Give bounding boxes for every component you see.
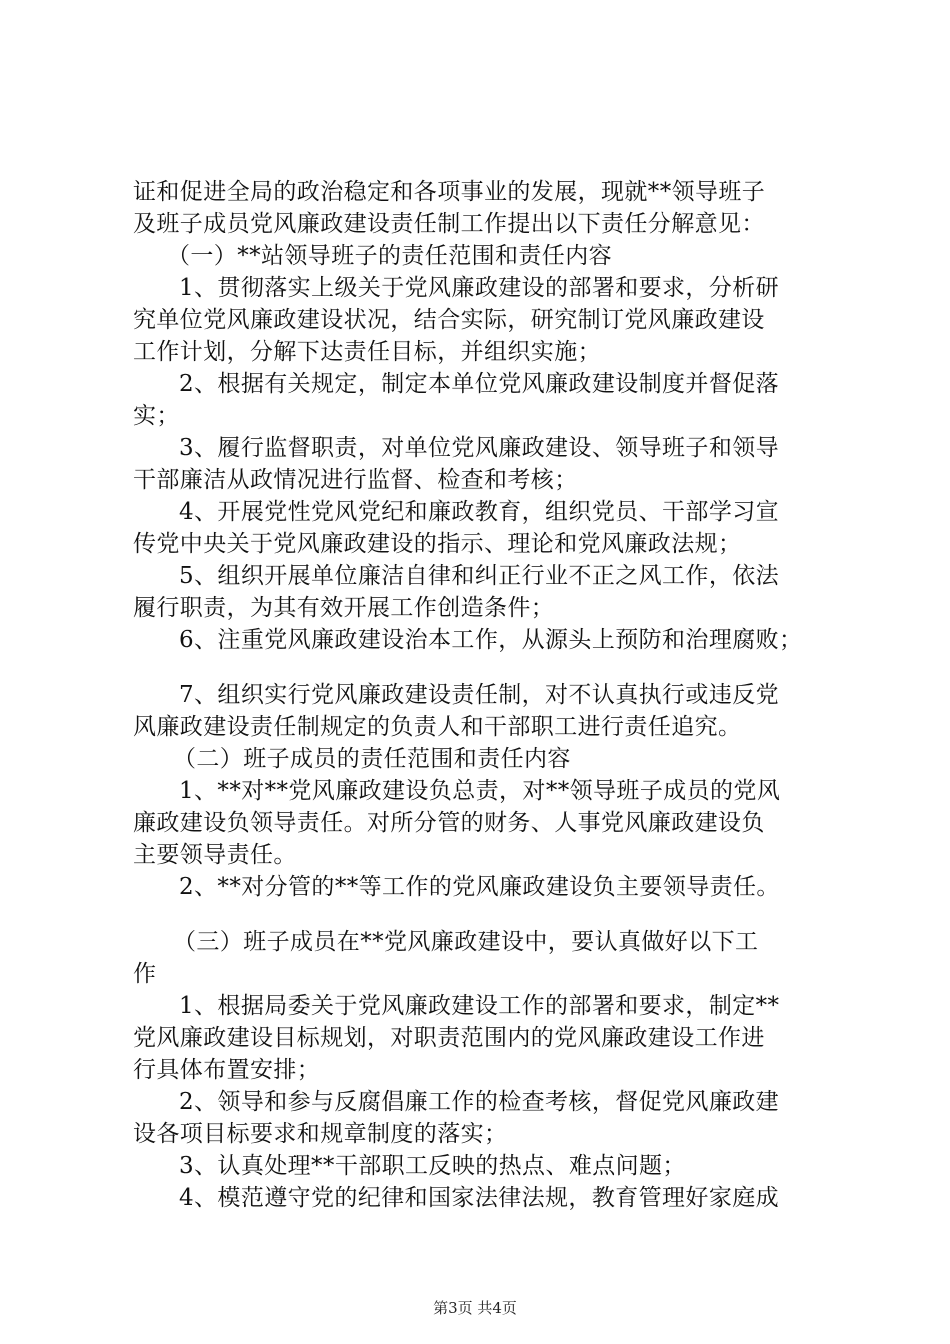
section-heading: （二）班子成员的责任范围和责任内容 [173, 746, 571, 772]
text-line: 1、贯彻落实上级关于党风廉政建设的部署和要求，分析研 [179, 275, 780, 301]
text-line: 履行职责，为其有效开展工作创造条件； [133, 595, 555, 621]
text-line: 5、组织开展单位廉洁自律和纠正行业不正之风工作，依法 [179, 563, 780, 589]
text-line: 实； [133, 403, 180, 429]
text-line: 及班子成员党风廉政建设责任制工作提出以下责任分解意见： [133, 211, 765, 237]
section-heading: （一）**站领导班子的责任范围和责任内容 [167, 243, 612, 269]
text-line: 1、**对**党风廉政建设负总责，对**领导班子成员的党风 [179, 778, 781, 804]
text-line: 1、根据局委关于党风廉政建设工作的部署和要求，制定** [179, 993, 780, 1019]
text-line: 3、认真处理**干部职工反映的热点、难点问题； [179, 1153, 686, 1179]
section-heading: （三）班子成员在**党风廉政建设中，要认真做好以下工 [173, 929, 759, 955]
text-line: 作 [133, 961, 157, 987]
text-line: 6、注重党风廉政建设治本工作，从源头上预防和治理腐败； [179, 627, 803, 653]
text-line: 证和促进全局的政治稳定和各项事业的发展，现就**领导班子 [133, 179, 766, 205]
text-line: 风廉政建设责任制规定的负责人和干部职工进行责任追究。 [133, 714, 742, 740]
text-line: 4、模范遵守党的纪律和国家法律法规，教育管理好家庭成 [179, 1185, 780, 1211]
text-line: 2、领导和参与反腐倡廉工作的检查考核，督促党风廉政建 [179, 1089, 780, 1115]
text-line: 干部廉洁从政情况进行监督、检查和考核； [133, 467, 578, 493]
text-line: 廉政建设负领导责任。对所分管的财务、人事党风廉政建设负 [133, 810, 765, 836]
page-number-footer: 第3页 共4页 [433, 1299, 517, 1317]
text-line: 究单位党风廉政建设状况，结合实际，研究制订党风廉政建设 [133, 307, 765, 333]
text-line: 工作计划，分解下达责任目标，并组织实施； [133, 339, 601, 365]
text-line: 主要领导责任。 [133, 842, 297, 868]
text-line: 2、**对分管的**等工作的党风廉政建设负主要领导责任。 [179, 874, 780, 900]
text-line: 党风廉政建设目标规划，对职责范围内的党风廉政建设工作进 [133, 1025, 765, 1051]
text-line: 3、履行监督职责，对单位党风廉政建设、领导班子和领导 [179, 435, 780, 461]
text-line: 行具体布置安排； [133, 1057, 321, 1083]
text-line: 设各项目标要求和规章制度的落实； [133, 1121, 508, 1147]
text-line: 7、组织实行党风廉政建设责任制，对不认真执行或违反党 [179, 682, 780, 708]
text-line: 2、根据有关规定，制定本单位党风廉政建设制度并督促落 [179, 371, 780, 397]
text-line: 传党中央关于党风廉政建设的指示、理论和党风廉政法规； [133, 531, 742, 557]
text-line: 4、开展党性党风党纪和廉政教育，组织党员、干部学习宣 [179, 499, 780, 525]
